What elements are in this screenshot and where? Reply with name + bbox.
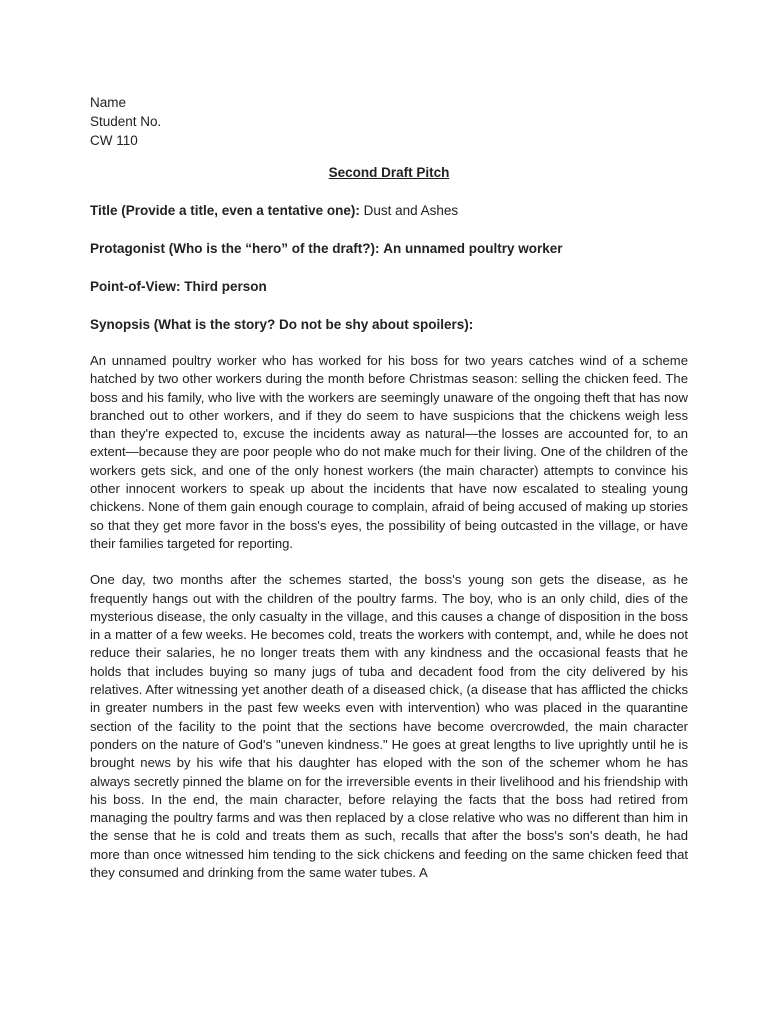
pov-field-label: Point-of-View: — [90, 279, 181, 294]
title-field-label: Title (Provide a title, even a tentative one): — [90, 203, 360, 218]
protagonist-field-label: Protagonist (Who is the “hero” of the draft?): — [90, 241, 380, 256]
title-field-value: Dust and Ashes — [363, 203, 459, 218]
protagonist-field-value: An unnamed poultry worker — [383, 241, 563, 256]
protagonist-field — [90, 239, 688, 258]
synopsis-paragraph-2: One day, two months after the schemes started, the boss's young son gets the disease, as he frequently hangs out with the children of the poultry farms. The boy, who is an only child, dies of the mysterious disease, the only casualty in the village, and this causes a change of disposition in the boss in a matter of a few weeks. He becomes cold, treats the workers with contempt, and, while he does not reduce their salaries, he no longer treats them with any kindness and the occasional feasts that he holds that includes buying so many jugs of tuba and decadent food from the city delivered by his relatives. After witnessing yet another death of a diseased chick, (a disease that has afflicted the chicks in greater numbers in the past few weeks even with intervention) who was placed in the quarantine section of the facility to the point that the sections have become overcrowded, the main character ponders on the nature of God's "uneven kindness." He goes at great lengths to live uprightly until he is brought news by his wife that his daughter has eloped with the son of the schemer whom he has always secretly pinned the blame on for the irreversible events in their livelihood and his friendship with his boss. In the end, the main character, before relaying the facts that the boss had retired from managing the poultry farms and was then replaced by a close relative who was no different than him in the sense that he is cold and treats them as such, recalls that after the boss's son's death, he had more than once witnessed him tending to the sick chickens and feeding on the same chicken feed that they consumed and drinking from the same water tubes. A — [90, 572, 688, 881]
student-number-line: Student No. — [90, 114, 162, 129]
title-field — [90, 201, 688, 220]
pov-field-value: Third person — [184, 279, 267, 294]
synopsis-field-label: Synopsis (What is the story? Do not be shy about spoilers): — [90, 317, 474, 332]
synopsis-paragraph-1: An unnamed poultry worker who has worked for his boss for two years catches wind of a scheme hatched by two other workers during the month before Christmas season: selling the chicken feed. The boss and his family, who live with the workers are seemingly unaware of the ongoing theft that has now branched out to other workers, and if they do seem to have suspicions that the chickens weigh less than they're expected to, excuse the incidents away as natural—the losses are accounted for, to an extent—because they are poor people who do not make much for their living. One of the children of the workers gets sick, and one of the only honest workers (the main character) attempts to convince his other innocent workers to speak up about the incidents that have now escalated to stealing young chickens. None of them gain enough courage to complain, afraid of being accused of making up stories so that they get more favor in the boss's eyes, the possibility of being outcasted in the village, or have their families targeted for reporting. — [90, 353, 688, 551]
document-content — [90, 93, 688, 882]
document-title: Second Draft Pitch — [328, 165, 450, 180]
pov-field — [90, 277, 688, 296]
synopsis-field — [90, 315, 688, 334]
student-name-line: Name — [90, 95, 127, 110]
course-code-line: CW 110 — [90, 133, 138, 148]
